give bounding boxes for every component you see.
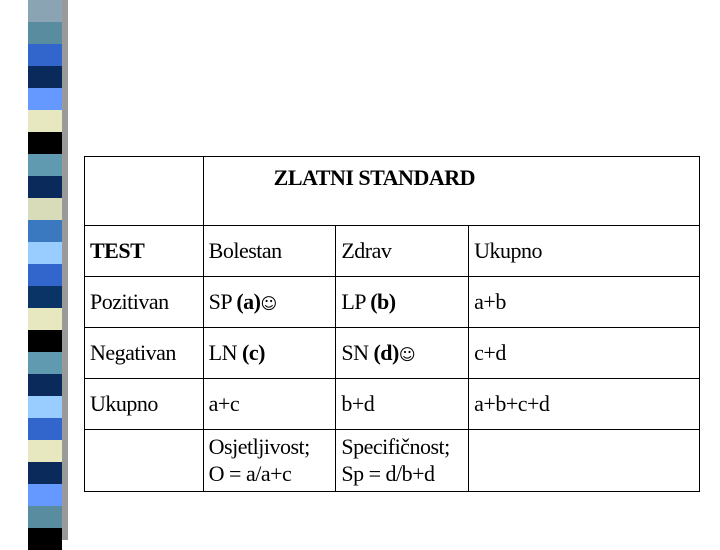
gold-standard-table <box>84 156 700 492</box>
cell-sp-a: SP (a)☺ <box>203 277 336 328</box>
cell-total-healthy: b+d <box>336 379 469 430</box>
sensitivity-label: Osjetljivost; <box>208 434 310 459</box>
specificity-cell <box>336 430 469 492</box>
table-title-row <box>85 157 700 226</box>
stripe-block <box>28 132 62 154</box>
header-zdrav: Zdrav <box>336 226 469 277</box>
stripe-block <box>28 44 62 66</box>
sensitivity-cell <box>203 430 336 492</box>
decorative-stripe <box>28 0 62 540</box>
stripe-block <box>28 330 62 352</box>
stripe-block <box>28 440 62 462</box>
stripe-shadow <box>62 0 68 540</box>
stripe-block <box>28 66 62 88</box>
specificity-label: Specifičnost; <box>341 434 450 459</box>
cell-lp-b: LP (b) <box>336 277 469 328</box>
stripe-block <box>28 418 62 440</box>
stripe-block <box>28 110 62 132</box>
row-label: Pozitivan <box>85 277 204 328</box>
stripe-blocks <box>28 0 62 550</box>
stripe-block <box>28 22 62 44</box>
stripe-block <box>28 462 62 484</box>
stripe-block <box>28 220 62 242</box>
cell-ln-c: LN (c) <box>203 328 336 379</box>
stripe-block <box>28 396 62 418</box>
stripe-block <box>28 528 62 550</box>
cell-total-sick: a+c <box>203 379 336 430</box>
stripe-block <box>28 88 62 110</box>
table-row-negativan <box>85 328 700 379</box>
stripe-block <box>28 374 62 396</box>
row-label: Negativan <box>85 328 204 379</box>
header-test: TEST <box>85 226 204 277</box>
specificity-formula: Sp = d/b+d <box>341 461 435 486</box>
smiley-icon: ☺ <box>260 294 277 313</box>
stripe-block <box>28 506 62 528</box>
stripe-block <box>28 264 62 286</box>
cell-total: c+d <box>469 328 700 379</box>
stripe-block <box>28 352 62 374</box>
stripe-block <box>28 308 62 330</box>
smiley-icon: ☺ <box>398 345 416 364</box>
row-label: Ukupno <box>85 379 204 430</box>
header-ukupno: Ukupno <box>469 226 700 277</box>
table-header-row <box>85 226 700 277</box>
sensitivity-formula: O = a/a+c <box>208 461 292 486</box>
stripe-block <box>28 242 62 264</box>
stripe-block <box>28 484 62 506</box>
stripe-block <box>28 176 62 198</box>
table-row-metrics <box>85 430 700 492</box>
cell-total: a+b <box>469 277 700 328</box>
table-row-ukupno <box>85 379 700 430</box>
stripe-block <box>28 154 62 176</box>
stripe-block <box>28 286 62 308</box>
stripe-block <box>28 198 62 220</box>
empty-cell <box>85 430 204 492</box>
empty-corner-cell <box>85 157 204 226</box>
cell-grand-total: a+b+c+d <box>469 379 700 430</box>
table-row-pozitivan <box>85 277 700 328</box>
empty-cell <box>469 430 700 492</box>
cell-sn-d: SN (d)☺ <box>336 328 469 379</box>
stripe-block <box>28 0 62 22</box>
header-bolestan: Bolestan <box>203 226 336 277</box>
table-title: ZLATNI STANDARD <box>203 157 699 226</box>
